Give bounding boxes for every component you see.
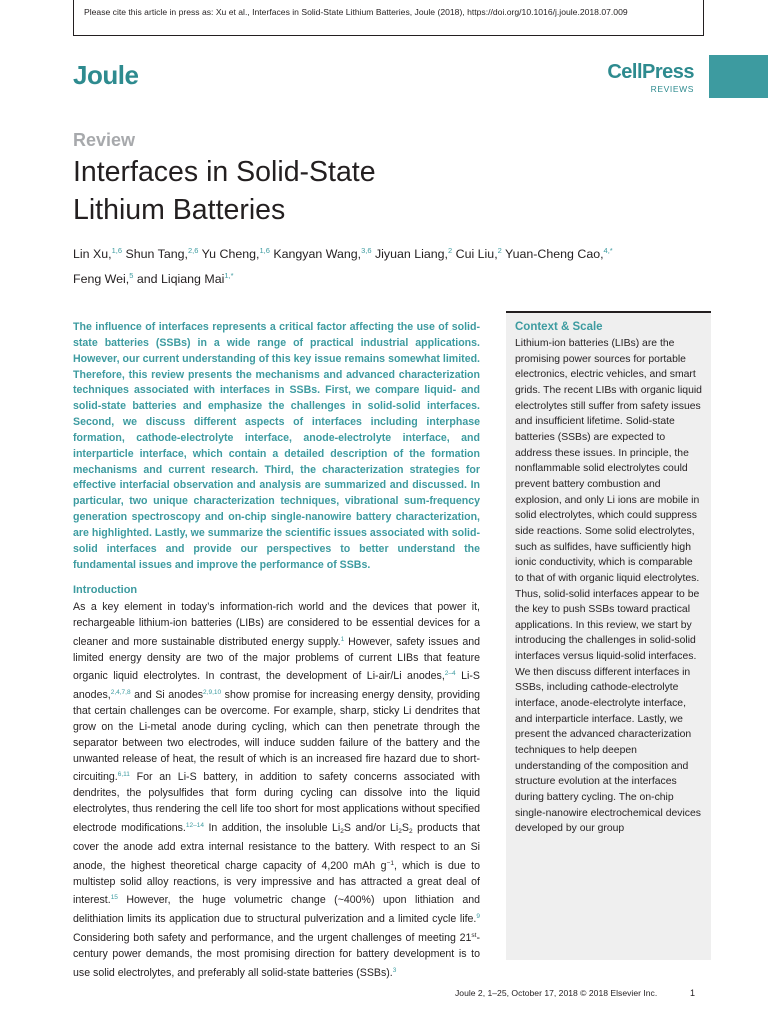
reference-link[interactable]: 12–14	[185, 821, 204, 829]
intro-text: S and/or Li	[343, 821, 399, 834]
reference-link[interactable]: 2–4	[444, 670, 456, 678]
intro-text: products that cover the anode add extra internal resistance to the battery. With respect to an Si anode, the highest theoretical charge capacity of 4,200 mAh g	[73, 821, 480, 872]
superscript-ordinal: st	[471, 932, 477, 940]
reference-link[interactable]: 9	[476, 913, 480, 921]
author-name: Kangyan Wang,	[273, 247, 362, 261]
author-list	[73, 240, 713, 290]
reference-link[interactable]: 1	[340, 635, 345, 643]
publisher-logo	[604, 62, 694, 94]
author-affiliation[interactable]: 1,6	[111, 246, 123, 255]
context-scale-sidebar	[506, 311, 711, 960]
author-name: Lin Xu,	[73, 247, 112, 261]
author-affiliation[interactable]: 4,*	[603, 246, 613, 255]
author-name: Yu Cheng,	[201, 247, 260, 261]
reference-link[interactable]: 6,11	[117, 771, 130, 779]
journal-logo: Joule	[73, 60, 139, 90]
publisher-name: CellPress	[607, 61, 694, 83]
author-affiliation[interactable]: 1,6	[259, 246, 270, 255]
intro-text: As a key element in today’s information-rich world and the devices that power it, rechargeable lithium-ion batteries (LIBs) are considered to be essential devices for a cleaner and more sustainable distributed energy supply.	[73, 601, 480, 648]
intro-text: However, safety issues and limited energy density are two of the major problems of current LIBs that feature organic liquid electrolytes. In contrast, the development of Li-air/Li anodes,	[73, 635, 480, 683]
subscript: 2	[340, 827, 344, 835]
reference-link[interactable]: 15	[110, 894, 118, 902]
author-name: Shun Tang,	[125, 247, 188, 261]
article-type-label: Review	[73, 130, 136, 150]
title-line-1: Interfaces in Solid-State	[73, 156, 376, 188]
intro-text: and Si anodes	[130, 689, 204, 702]
author-affiliation[interactable]: 5	[129, 271, 134, 280]
intro-text: -century power demands, the most promising direction for battery development is to use solid electrolytes, and preferably all solid-state batteries (SSBs).	[73, 932, 480, 979]
superscript-exponent: −1	[386, 859, 394, 867]
teal-tab-decoration	[709, 55, 768, 98]
citation-box: Please cite this article in press as: Xu et al., Interfaces in Solid-State Lithium Batteries, Joule (2018), https://doi.org/10.1016/j.joule.2018.07.009	[73, 0, 704, 36]
article-title	[73, 153, 493, 229]
intro-text: In addition, the insoluble Li	[203, 821, 341, 834]
author-affiliation[interactable]: 2	[448, 246, 453, 255]
intro-text: S	[401, 821, 409, 834]
intro-text: However, the huge volumetric change (~400%) upon lithiation and delithiation limits its application due to structural pulverization and a limited cycle life.	[73, 894, 480, 926]
author-name: Feng Wei,	[73, 272, 130, 286]
page-footer: Joule 2, 1–25, October 17, 2018 © 2018 Elsevier Inc.	[455, 988, 658, 998]
reference-link[interactable]: 3	[392, 966, 397, 974]
publisher-subtitle: REVIEWS	[650, 84, 694, 94]
author-name: Yuan-Cheng Cao,	[505, 247, 604, 261]
intro-text: , which is due to multistep solid alloy reactions, is very impressive and has attracted a great deal of interest.	[73, 859, 480, 907]
sidebar-heading: Context & Scale	[515, 321, 603, 333]
author-affiliation[interactable]: 2,6	[187, 246, 199, 255]
author-name: Jiyuan Liang,	[374, 247, 448, 261]
author-affiliation[interactable]: 3,6	[361, 246, 372, 255]
author-name: Cui Liu,	[455, 247, 498, 261]
subscript: 2	[409, 827, 413, 835]
introduction-paragraph	[73, 600, 480, 982]
sidebar-body: Lithium-ion batteries (LIBs) are the promising power sources for portable electronics, electric vehicles, and smart grids. The recent LIBs with organic liquid electrolytes still suffer from safety issues and insufficient lifetime. Solid-state batteries (SSBs) are expected to address these issues. In principle, the nonflammable solid electrolytes could prevent battery combustion and explosion, and only Li ions are mobile in solid electrolytes, which could suppress side reactions. Some solid electrolytes, such as sulfides, have sufficiently high ionic conductivity, which is comparable to that of with organic liquid electrolytes. Thus, solid-solid interfaces appear to be the key to push SSBs toward practical applications. In this review, we start by introducing the challenges in solid-solid interfaces versus liquid-solid interfaces. We then discuss different interfaces in SSBs, including cathode-electrolyte interface, anode-electrolyte interface, and interparticle interface. Lastly, we present the advanced characterization techniques to help deepen understanding of the composition and structure evolution at the interfaces during battery cycling. The on-chip single-nanowire electrochemical devices developed by our group	[515, 338, 702, 835]
page-number: 1	[690, 988, 696, 998]
intro-text: show promise for increasing energy density, providing that certain challenges can be overcome. For example, sharp, sticky Li dendrites that grow on the Li-metal anode during cycling, which can then penetrate through the separator between two electrodes, will induce sudden failure of the battery and the unwanted release of heat, the result of which is an increased fire hazard due to short-circuiting.	[73, 689, 480, 784]
intro-text: Li-S anodes,	[73, 670, 480, 702]
subscript: 2	[398, 827, 402, 835]
author-name: and Liqiang Mai	[136, 272, 225, 286]
author-affiliation[interactable]: 1,*	[224, 271, 234, 280]
reference-link[interactable]: 2,9,10	[203, 689, 222, 697]
section-heading-introduction: Introduction	[73, 584, 138, 596]
author-affiliation[interactable]: 2	[497, 246, 502, 255]
intro-text: Considering both safety and performance, and the urgent challenges of meeting 21	[73, 932, 472, 945]
title-line-2: Lithium Batteries	[73, 194, 286, 226]
reference-link[interactable]: 2,4,7,8	[110, 689, 131, 697]
abstract: The influence of interfaces represents a critical factor affecting the use of solid-state batteries (SSBs) in a wide range of practical industrial applications. However, our current understanding of this key issue remains somewhat limited. Therefore, this review presents the mechanisms and advanced characterization techniques associated with interfaces in SSBs. First, we compare liquid- and solid-state batteries and emphasize the challenges in solid-solid interfaces. Second, we discuss different aspects of interfaces including interphase formation, cathode-electrolyte interface, anode-electrolyte interface, and interparticle interface, which contain a detailed description of the formation mechanisms and current research. Third, the characterization strategies for effective interfacial observation and analysis are summarized and discussed. In particular, two unique characterization techniques, vibrational sum-frequency generation spectroscopy and on-chip single-nanowire battery characterization, are highlighted. Lastly, we summarize the scientific issues associated with solid-solid interfaces and provide our perspectives to better understand the fundamental issues and improve the performance of SSBs.	[73, 321, 480, 571]
intro-text: For an Li-S battery, in addition to safety concerns associated with dendrites, the polysulfides that form during cycling can dissolve into the liquid electrolytes, thus rendering the cell life too short for most applications without specified electrode modifications.	[73, 771, 480, 834]
